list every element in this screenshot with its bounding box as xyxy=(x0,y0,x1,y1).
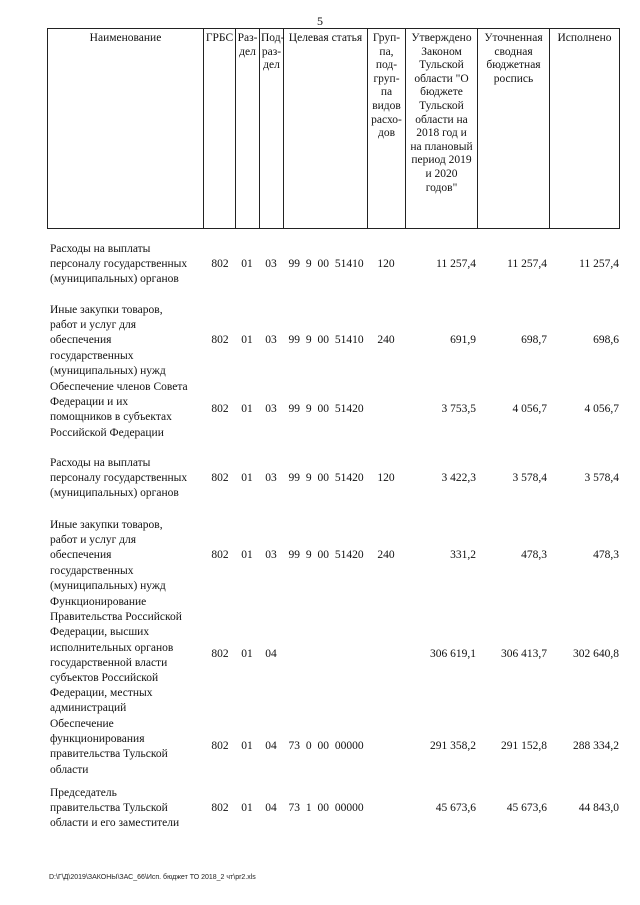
row-celevaya: 99 9 00 51420 xyxy=(288,471,364,484)
row-razdel: 01 xyxy=(241,739,253,752)
row-utverzhdeno: 331,2 xyxy=(450,548,476,561)
row-razdel: 01 xyxy=(241,647,253,660)
row-grbs: 802 xyxy=(211,548,229,561)
row-utochnennaya: 4 056,7 xyxy=(512,402,547,415)
row-ispolneno: 3 578,4 xyxy=(584,471,619,484)
row-utochnennaya: 698,7 xyxy=(521,333,547,346)
row-podrazdel: 04 xyxy=(265,739,277,752)
footer-file-path: D:\Г\Д\2019\ЗАКОНЫ\ЗАС_66\Исп. бюджет ТО 2018_2 чт\pr2.xls xyxy=(49,874,256,881)
row-utochnennaya: 3 578,4 xyxy=(512,471,547,484)
row-utverzhdeno: 291 358,2 xyxy=(430,739,476,752)
row-celevaya: 99 9 00 51410 xyxy=(288,333,364,346)
row-ispolneno: 302 640,8 xyxy=(573,647,619,660)
row-grbs: 802 xyxy=(211,333,229,346)
header-utochnennaya: Уточненная сводная бюджетная роспись xyxy=(478,29,550,229)
row-celevaya: 73 0 00 00000 xyxy=(288,739,364,752)
row-ispolneno: 44 843,0 xyxy=(578,801,619,814)
row-utochnennaya: 291 152,8 xyxy=(501,739,547,752)
header-celevaya: Целевая статья xyxy=(284,29,368,229)
row-ispolneno: 4 056,7 xyxy=(584,402,619,415)
row-name: Председатель правительства Тульской области и его заместители xyxy=(50,787,180,830)
row-grbs: 802 xyxy=(211,402,229,415)
row-utverzhdeno: 306 619,1 xyxy=(430,647,476,660)
table-row xyxy=(47,380,619,442)
row-razdel: 01 xyxy=(241,801,253,814)
row-podrazdel: 03 xyxy=(265,471,277,484)
row-razdel: 01 xyxy=(241,333,253,346)
table-row xyxy=(47,242,619,288)
table-row xyxy=(47,518,619,595)
row-podrazdel: 03 xyxy=(265,257,277,270)
row-podrazdel: 03 xyxy=(265,548,277,561)
row-grbs: 802 xyxy=(211,801,229,814)
row-utochnennaya: 306 413,7 xyxy=(501,647,547,660)
row-grbs: 802 xyxy=(211,471,229,484)
row-podrazdel: 04 xyxy=(265,801,277,814)
row-celevaya: 99 9 00 51410 xyxy=(288,257,364,270)
row-grbs: 802 xyxy=(211,257,229,270)
row-razdel: 01 xyxy=(241,257,253,270)
row-razdel: 01 xyxy=(241,402,253,415)
row-utochnennaya: 45 673,6 xyxy=(506,801,547,814)
row-gruppa: 120 xyxy=(377,471,395,484)
page-number: 5 xyxy=(317,14,323,28)
row-utochnennaya: 478,3 xyxy=(521,548,547,561)
table-row xyxy=(47,717,619,779)
table-row xyxy=(47,595,619,717)
row-celevaya: 99 9 00 51420 xyxy=(288,402,364,415)
row-podrazdel: 03 xyxy=(265,333,277,346)
row-utverzhdeno: 3 753,5 xyxy=(441,402,476,415)
row-ispolneno: 478,3 xyxy=(593,548,619,561)
row-name: Обеспечение членов Совета Федерации и их помощников в субъектах Российской Федерации xyxy=(50,381,188,439)
row-utverzhdeno: 45 673,6 xyxy=(435,801,476,814)
row-name: Расходы на выплаты персоналу государственных (муниципальных) органов xyxy=(50,457,188,500)
row-name: Функционирование Правительства Российской Федерации, высших исполнительных органов государственной власти субъектов Российской Федерации, местных администраций xyxy=(50,596,182,715)
row-utverzhdeno: 691,9 xyxy=(450,333,476,346)
header-ispolneno: Исполнено xyxy=(550,29,620,229)
row-name: Иные закупки товаров, работ и услуг для обеспечения государственных (муниципальных) нужд xyxy=(50,519,166,592)
row-gruppa: 240 xyxy=(377,548,395,561)
table-row xyxy=(47,786,619,832)
header-name: Наименование xyxy=(48,29,204,229)
header-podrazdel: Под- раз- дел xyxy=(260,29,284,229)
row-razdel: 01 xyxy=(241,471,253,484)
row-grbs: 802 xyxy=(211,739,229,752)
row-podrazdel: 04 xyxy=(265,647,277,660)
row-ispolneno: 698,6 xyxy=(593,333,619,346)
row-name: Обеспечение функционирования правительства Тульской области xyxy=(50,718,168,776)
row-name: Иные закупки товаров, работ и услуг для обеспечения государственных (муниципальных) нужд xyxy=(50,304,166,377)
row-podrazdel: 03 xyxy=(265,402,277,415)
row-celevaya: 73 1 00 00000 xyxy=(288,801,364,814)
row-utverzhdeno: 3 422,3 xyxy=(441,471,476,484)
row-razdel: 01 xyxy=(241,548,253,561)
row-grbs: 802 xyxy=(211,647,229,660)
row-utochnennaya: 11 257,4 xyxy=(507,257,547,270)
header-grbs: ГРБС xyxy=(204,29,236,229)
table-header xyxy=(47,28,620,229)
header-utverzhdeno: Утверждено Законом Тульской области "О бюджете Тульской области на 2018 год и на плановый период 2019 и 2020 годов" xyxy=(406,29,478,229)
row-ispolneno: 11 257,4 xyxy=(579,257,619,270)
row-ispolneno: 288 334,2 xyxy=(573,739,619,752)
row-gruppa: 120 xyxy=(377,257,395,270)
table-row xyxy=(47,303,619,380)
row-celevaya: 99 9 00 51420 xyxy=(288,548,364,561)
row-utverzhdeno: 11 257,4 xyxy=(436,257,476,270)
table-row xyxy=(47,456,619,502)
header-gruppa: Груп- па, под- груп- па видов расхо- дов xyxy=(368,29,406,229)
row-name: Расходы на выплаты персоналу государственных (муниципальных) органов xyxy=(50,243,188,286)
row-gruppa: 240 xyxy=(377,333,395,346)
header-razdel: Раз- дел xyxy=(236,29,260,229)
